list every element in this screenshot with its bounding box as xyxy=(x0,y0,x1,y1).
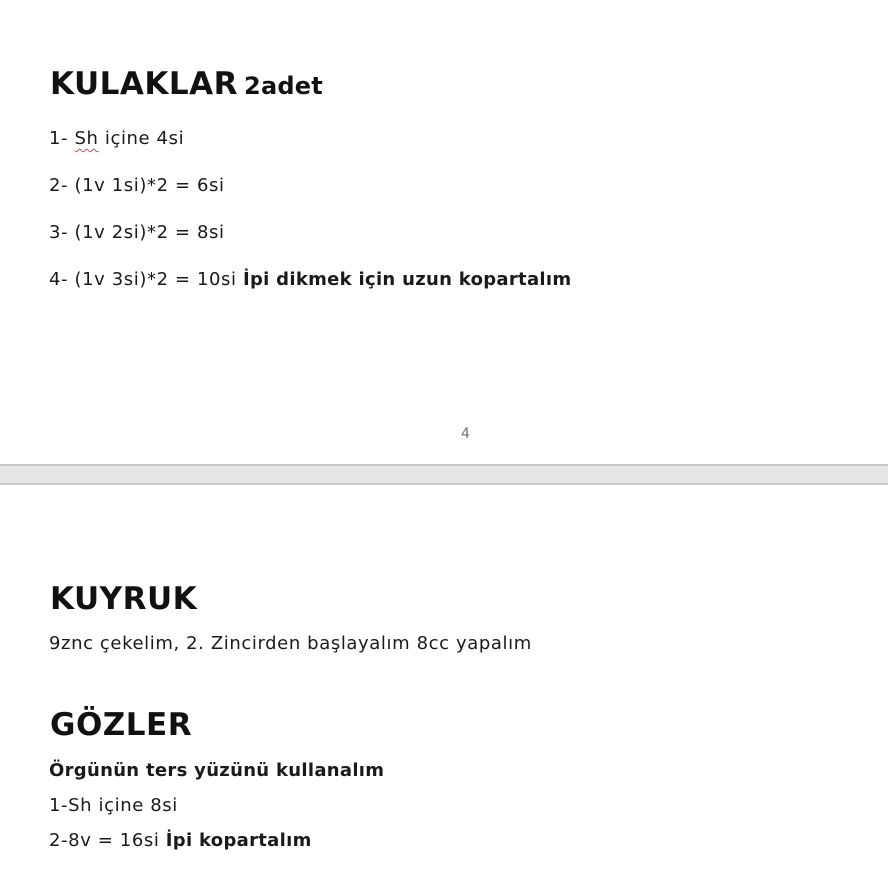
page-number: 4 xyxy=(461,426,470,442)
ears-step-3 xyxy=(49,222,225,243)
ears-step-2 xyxy=(49,175,225,196)
spellcheck-flagged-word[interactable]: Sh xyxy=(74,128,99,149)
ears-step-4 xyxy=(49,269,571,290)
eyes-step-2-note: İpi kopartalım xyxy=(165,830,312,851)
ears-step-3-text: 3- (1v 2si)*2 = 8si xyxy=(49,222,225,243)
heading-ears-count: 2adet xyxy=(244,72,323,100)
heading-eyes: GÖZLER xyxy=(50,707,193,743)
document-page-5 xyxy=(0,485,888,888)
eyes-note-text: Örgünün ters yüzünü kullanalım xyxy=(49,760,385,781)
cutoff-previous-line xyxy=(86,0,406,2)
heading-ears xyxy=(50,66,323,102)
tail-instruction: 9znc çekelim, 2. Zincirden başlayalım 8cc yapalım xyxy=(49,633,532,654)
ears-step-1 xyxy=(49,128,184,149)
ears-step-2-text: 2- (1v 1si)*2 = 6si xyxy=(49,175,225,196)
eyes-note xyxy=(49,760,384,781)
ears-step-4-text: 4- (1v 3si)*2 = 10si xyxy=(49,269,243,290)
ears-step-1-prefix: 1- xyxy=(49,128,75,149)
heading-tail: KUYRUK xyxy=(50,581,198,617)
heading-ears-title: KULAKLAR xyxy=(50,66,239,102)
eyes-step-2 xyxy=(49,830,312,851)
eyes-step-1: 1-Sh içine 8si xyxy=(49,795,178,816)
ears-step-1-text: içine 4si xyxy=(98,128,185,149)
page-break-gap xyxy=(0,464,888,485)
ears-step-4-note: İpi dikmek için uzun kopartalım xyxy=(242,269,572,290)
eyes-step-2-text: 2-8v = 16si xyxy=(49,830,166,851)
